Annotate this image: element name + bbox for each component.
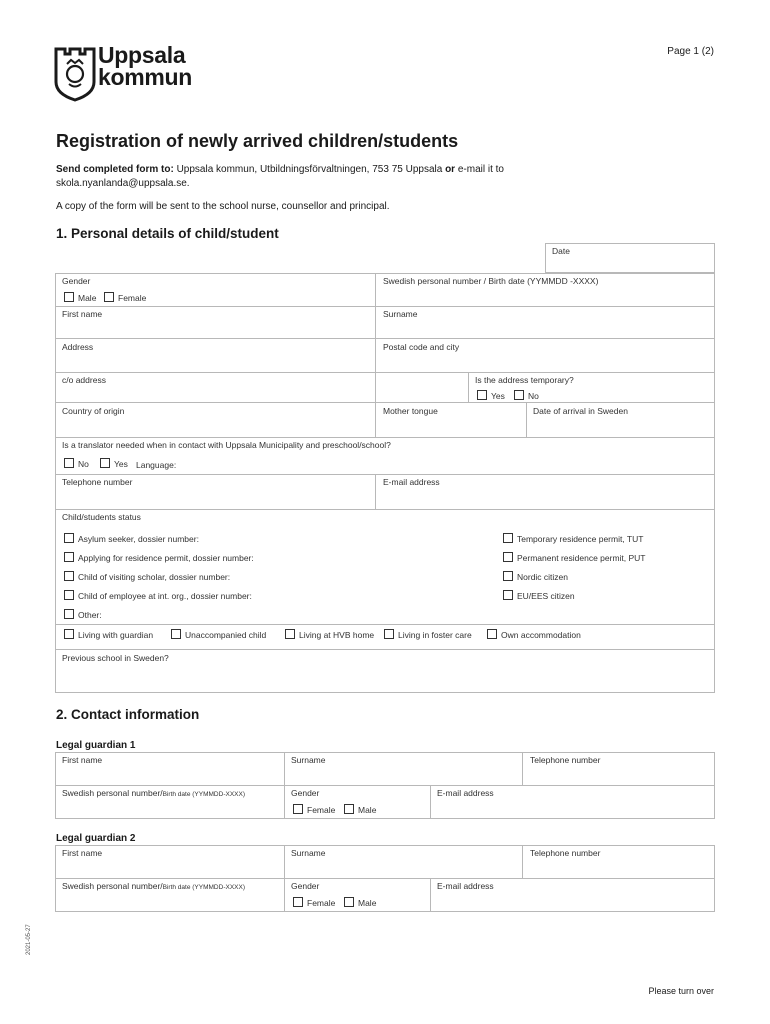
- divider: [468, 372, 469, 402]
- intro-text: [56, 163, 576, 191]
- date-label: Date: [552, 246, 570, 256]
- checkbox[interactable]: [64, 629, 74, 639]
- status-asylum-option[interactable]: [64, 533, 199, 544]
- previous-school-label: Previous school in Sweden?: [62, 653, 169, 663]
- status-tut-option[interactable]: [503, 533, 643, 544]
- turn-over-note: Please turn over: [648, 986, 714, 996]
- temporary-yes-option[interactable]: [477, 390, 505, 401]
- personal-number-field[interactable]: [375, 273, 715, 306]
- checkbox[interactable]: [477, 390, 487, 400]
- gender-field: [55, 273, 375, 306]
- living-label: Living in foster care: [398, 630, 472, 640]
- g2-first-name-label: First name: [62, 848, 103, 858]
- checkbox[interactable]: [171, 629, 181, 639]
- checkbox[interactable]: [503, 552, 513, 562]
- status-nordic-option[interactable]: [503, 571, 568, 582]
- gender-female-option[interactable]: [104, 292, 146, 303]
- logo-wordmark: [98, 44, 192, 88]
- divider: [55, 649, 715, 650]
- checkbox[interactable]: [64, 458, 74, 468]
- g1-first-name-label: First name: [62, 755, 103, 765]
- female-label: Female: [307, 898, 336, 908]
- copy-note: A copy of the form will be sent to the school nurse, counsellor and principal.: [56, 201, 390, 212]
- mother-tongue-label: Mother tongue: [383, 406, 438, 416]
- divider: [522, 752, 523, 785]
- divider: [284, 845, 285, 912]
- section-2-heading: 2. Contact information: [56, 707, 200, 722]
- status-label: Child of employee at int. org., dossier number:: [78, 591, 252, 601]
- temporary-label: Is the address temporary?: [475, 375, 574, 385]
- g1-female-option[interactable]: [293, 804, 335, 815]
- checkbox[interactable]: [293, 804, 303, 814]
- divider: [55, 624, 715, 625]
- first-name-label: First name: [62, 309, 103, 319]
- living-own-option[interactable]: [487, 629, 581, 640]
- g2-female-option[interactable]: [293, 897, 335, 908]
- divider: [430, 785, 431, 819]
- g2-male-option[interactable]: [344, 897, 376, 908]
- status-label: Nordic citizen: [517, 572, 569, 582]
- divider: [55, 402, 715, 403]
- personal-number-label: Swedish personal number / Birth date (YYMMDD -XXXX): [383, 276, 599, 286]
- male-label: Male: [358, 805, 377, 815]
- checkbox[interactable]: [503, 590, 513, 600]
- translator-no-option[interactable]: [64, 458, 89, 469]
- logo-line-1: Uppsala: [98, 42, 186, 68]
- yes-label: Yes: [114, 459, 128, 469]
- personal-number-small: Birth date (YYMMDD-XXXX): [162, 791, 245, 798]
- checkbox[interactable]: [64, 552, 74, 562]
- checkbox[interactable]: [293, 897, 303, 907]
- status-applying-option[interactable]: [64, 552, 254, 563]
- g2-surname-label: Surname: [291, 848, 326, 858]
- status-label: Permanent residence permit, PUT: [517, 553, 646, 563]
- language-label: Language:: [136, 460, 177, 470]
- divider: [526, 402, 527, 438]
- divider: [55, 474, 715, 475]
- translator-question: Is a translator needed when in contact with Uppsala Municipality and preschool/school?: [62, 440, 391, 450]
- living-guardian-option[interactable]: [64, 629, 153, 640]
- yes-label: Yes: [491, 391, 505, 401]
- contact-email: skola.nyanlanda@uppsala.se.: [56, 178, 190, 189]
- gender-male-option[interactable]: [64, 292, 96, 303]
- g2-personal-number-label: [62, 881, 245, 891]
- no-label: No: [78, 459, 89, 469]
- checkbox[interactable]: [64, 571, 74, 581]
- guardian-1-heading: Legal guardian 1: [56, 740, 136, 751]
- status-label: Other:: [78, 610, 102, 620]
- checkbox[interactable]: [487, 629, 497, 639]
- divider: [430, 878, 431, 912]
- no-label: No: [528, 391, 539, 401]
- country-label: Country of origin: [62, 406, 125, 416]
- divider: [55, 372, 715, 373]
- divider: [55, 785, 715, 786]
- crest-icon: [53, 44, 97, 102]
- checkbox[interactable]: [344, 897, 354, 907]
- g1-male-option[interactable]: [344, 804, 376, 815]
- temporary-no-option[interactable]: [514, 390, 539, 401]
- female-label: Female: [118, 293, 147, 303]
- personal-number-main: Swedish personal number/: [62, 881, 163, 891]
- g1-surname-label: Surname: [291, 755, 326, 765]
- g1-telephone-label: Telephone number: [530, 755, 601, 765]
- email-intro: e-mail it to: [455, 164, 504, 175]
- address-label: Address: [62, 342, 94, 352]
- translator-yes-option[interactable]: [100, 458, 128, 469]
- divider: [55, 338, 715, 339]
- divider: [375, 474, 376, 510]
- logo-line-2: kommun: [98, 64, 193, 90]
- status-scholar-option[interactable]: [64, 571, 230, 582]
- male-label: Male: [358, 898, 377, 908]
- status-label: EU/EES citizen: [517, 591, 575, 601]
- divider: [55, 437, 715, 438]
- section-1-heading: 1. Personal details of child/student: [56, 226, 279, 241]
- send-label: Send completed form to:: [56, 164, 174, 175]
- female-label: Female: [307, 805, 336, 815]
- checkbox[interactable]: [514, 390, 524, 400]
- page-number: Page 1 (2): [667, 46, 714, 57]
- divider: [284, 752, 285, 819]
- status-employee-option[interactable]: [64, 590, 252, 601]
- checkbox[interactable]: [344, 804, 354, 814]
- checkbox[interactable]: [64, 292, 74, 302]
- living-hvb-option[interactable]: [285, 629, 374, 640]
- telephone-label: Telephone number: [62, 477, 133, 487]
- g1-personal-number-label: [62, 788, 245, 798]
- status-other-option[interactable]: [64, 609, 102, 620]
- living-unaccompanied-option[interactable]: [171, 629, 266, 640]
- living-label: Living with guardian: [78, 630, 154, 640]
- status-label: Asylum seeker, dossier number:: [78, 534, 199, 544]
- checkbox[interactable]: [64, 609, 74, 619]
- co-address-label: c/o address: [62, 375, 106, 385]
- divider: [522, 845, 523, 878]
- date-field[interactable]: [545, 243, 715, 273]
- checkbox[interactable]: [503, 533, 513, 543]
- surname-label: Surname: [383, 309, 418, 319]
- status-title: Child/students status: [62, 512, 141, 522]
- send-address: Uppsala kommun, Utbildningsförvaltningen, 753 75 Uppsala: [173, 164, 446, 175]
- postal-label: Postal code and city: [383, 342, 460, 352]
- living-foster-option[interactable]: [384, 629, 472, 640]
- checkbox[interactable]: [285, 629, 295, 639]
- status-eu-option[interactable]: [503, 590, 575, 601]
- checkbox[interactable]: [104, 292, 114, 302]
- or-word: or: [445, 164, 456, 175]
- male-label: Male: [78, 293, 97, 303]
- personal-number-small: Birth date (YYMMDD-XXXX): [162, 884, 245, 891]
- living-label: Living at HVB home: [299, 630, 375, 640]
- status-label: Temporary residence permit, TUT: [517, 534, 644, 544]
- living-label: Own accommodation: [501, 630, 581, 640]
- guardian-2-heading: Legal guardian 2: [56, 833, 136, 844]
- divider: [55, 878, 715, 879]
- g1-gender-label: Gender: [291, 788, 320, 798]
- arrival-label: Date of arrival in Sweden: [533, 406, 628, 416]
- checkbox[interactable]: [503, 571, 513, 581]
- g2-gender-label: Gender: [291, 881, 320, 891]
- g2-telephone-label: Telephone number: [530, 848, 601, 858]
- status-label: Applying for residence permit, dossier number:: [78, 553, 254, 563]
- side-date: 2021-05-27: [26, 924, 32, 955]
- checkbox[interactable]: [64, 590, 74, 600]
- checkbox[interactable]: [64, 533, 74, 543]
- status-put-option[interactable]: [503, 552, 646, 563]
- gender-label: Gender: [62, 276, 91, 286]
- page-title: Registration of newly arrived children/students: [56, 131, 459, 151]
- g2-email-label: E-mail address: [437, 881, 494, 891]
- divider: [55, 509, 715, 510]
- status-label: Child of visiting scholar, dossier number:: [78, 572, 231, 582]
- checkbox[interactable]: [100, 458, 110, 468]
- g1-email-label: E-mail address: [437, 788, 494, 798]
- living-label: Unaccompanied child: [185, 630, 267, 640]
- checkbox[interactable]: [384, 629, 394, 639]
- personal-number-main: Swedish personal number/: [62, 788, 163, 798]
- email-label: E-mail address: [383, 477, 440, 487]
